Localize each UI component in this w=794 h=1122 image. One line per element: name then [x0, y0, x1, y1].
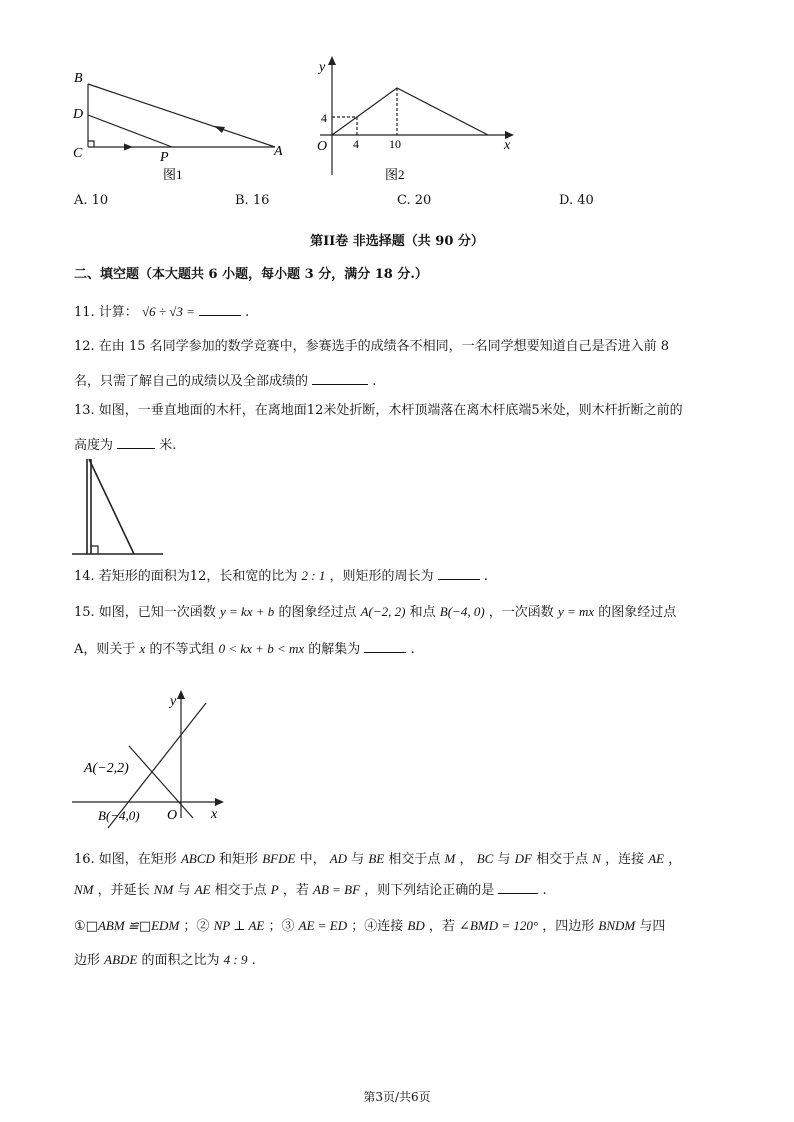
part2-heading: 二、填空题（本大题共 6 小题，每小题 3 分，满分 18 分.）	[74, 267, 428, 282]
question-14	[74, 566, 488, 586]
fig1-label-D: D	[73, 107, 84, 122]
q15-line2-a: A，则关于	[74, 642, 136, 657]
q11-expression: √6 ÷ √3 =	[141, 304, 195, 319]
fig1-label-C: C	[73, 146, 83, 161]
q16-seg-ae-2: AE	[194, 882, 211, 897]
q16-text-h: 相交于点	[536, 852, 589, 867]
q16-seg-bc: BC	[476, 851, 494, 866]
q16-l3-angle: ∠BMD = 120°	[459, 918, 539, 933]
question-16-line-1	[74, 850, 681, 869]
q15-text-d: ，一次函数	[488, 605, 554, 620]
q13-line-1: 13. 如图，一垂直地面的木杆，在离地面12米处折断，木杆顶端落在离木杆底端5米处，则木杆折断之前的	[74, 403, 683, 418]
fig2-label-10: 10	[389, 137, 401, 151]
q16-text-i: ，连接	[605, 852, 645, 867]
q16-text-d: 与	[351, 852, 365, 867]
question-16-line-3	[74, 917, 665, 936]
fig1-label-P: P	[160, 150, 169, 165]
fig1-arrow-AB	[214, 126, 225, 133]
q13-answer-blank[interactable]	[117, 435, 155, 449]
figure-1	[60, 60, 300, 185]
q16-text-a: 16. 如图，在矩形	[74, 852, 177, 867]
q15-point-a: A(−2, 2)	[360, 604, 406, 619]
q16-text-b: 和矩形	[219, 852, 259, 867]
q11-answer-blank[interactable]	[199, 302, 241, 316]
q16-l3-edm: EDM	[151, 918, 180, 933]
q16-rect-2: BFDE	[262, 851, 296, 866]
q12-line-2-text: 名，只需了解自己的成绩以及全部成绩的	[74, 374, 309, 389]
q15-function-2: y = mx	[557, 604, 595, 619]
fig15-label-A: A(−2,2)	[84, 761, 129, 776]
q16-l3-6: ，四边形	[542, 919, 595, 934]
figure-13	[68, 455, 168, 560]
q15-text-a: 15. 如图，已知一次函数	[74, 605, 216, 620]
q16-l3-eq: AE = ED	[298, 918, 348, 933]
fig15-label-y: y	[170, 694, 177, 709]
q16-seg-nm: NM	[74, 882, 94, 897]
fig13-fallen-part	[89, 459, 134, 554]
q15-end: .	[410, 642, 415, 657]
q16-l4-b: 的面积之比为	[141, 953, 220, 968]
q14-text-b: ，则矩形的周长为	[329, 569, 434, 584]
fig2-label-x: x	[504, 138, 511, 153]
fig1-label-B: B	[74, 71, 83, 86]
q16-l2-text-b: 与	[177, 883, 191, 898]
q12-end: .	[372, 374, 377, 389]
question-16-line-2	[74, 880, 547, 900]
q16-seg-nm-2: NM	[153, 882, 174, 897]
q16-l3-4: ；④连接	[351, 919, 404, 934]
q16-rect-1: ABCD	[180, 851, 215, 866]
fig1-edge-AB	[88, 84, 275, 147]
fig13-right-angle-mark	[91, 546, 98, 554]
fig2-label-4x: 4	[353, 137, 359, 151]
question-15-line-2	[74, 639, 415, 659]
q16-l2-text-e: ，则下列结论正确的是	[364, 883, 495, 898]
q10-option-c: C. 20	[397, 193, 432, 208]
q14-text-a: 14. 若矩形的面积为12，长和宽的比为	[74, 569, 298, 584]
q16-text-c: 中，	[299, 852, 326, 867]
q14-ratio: 2 : 1	[301, 568, 326, 583]
q10-option-a: A. 10	[74, 193, 109, 208]
q16-l2-text-a: ，并延长	[97, 883, 150, 898]
q16-l2-end: .	[542, 883, 547, 898]
q13-line-2-b: 米.	[159, 438, 177, 453]
q16-l3-2: ；②	[183, 919, 210, 934]
q16-seg-be: BE	[368, 851, 385, 866]
q13-line-2-a: 高度为	[74, 438, 114, 453]
q15-x-var: x	[139, 641, 146, 656]
fig2-label-y: y	[319, 60, 326, 75]
q16-text-j: ，	[668, 852, 682, 867]
q16-l4-end: .	[251, 953, 256, 968]
fig15-y-arrow	[177, 690, 185, 699]
question-12-line-2	[74, 371, 376, 391]
figure-15	[68, 688, 238, 833]
fig2-label-O: O	[317, 139, 328, 154]
q16-point-p: P	[270, 882, 279, 897]
fig1-label-A: A	[274, 144, 283, 159]
fig15-x-arrow	[215, 798, 224, 806]
q16-l2-text-d: ，若	[282, 883, 309, 898]
q16-text-e: 相交于点	[388, 852, 441, 867]
q16-l4-ratio: 4 : 9	[223, 952, 248, 967]
q15-text-b: 的图象经过点	[278, 605, 357, 620]
q15-inequality: 0 < kx + b < mx	[218, 641, 305, 656]
q16-l3-5: ，若	[428, 919, 455, 934]
q16-l3-box-1: □	[85, 919, 98, 934]
fig2-graph-line	[332, 88, 488, 135]
q16-l3-7: 与四	[639, 919, 666, 934]
q16-l3-perp: NP ⊥ AE	[213, 918, 265, 933]
q16-l2-text-c: 相交于点	[214, 883, 267, 898]
fig1-right-angle-mark	[88, 141, 94, 147]
section-title: 第II卷 非选择题（共 90 分）	[310, 234, 484, 249]
question-16-line-4	[74, 951, 256, 970]
q15-text-e: 的图象经过点	[598, 605, 677, 620]
q15-text-c: 和点	[409, 605, 436, 620]
q16-l3-3: ；③	[268, 919, 295, 934]
q16-l3-abm: ABM ≌	[97, 918, 139, 933]
q15-line2-b: 的不等式组	[149, 642, 215, 657]
q16-seg-ae: AE	[648, 851, 665, 866]
q16-l3-bndm: BNDM	[598, 918, 636, 933]
figure-2	[310, 55, 525, 185]
q16-l3-1: ①	[74, 919, 86, 934]
q11-end: .	[245, 305, 250, 320]
q16-l3-bd: BD	[407, 918, 425, 933]
q14-end: .	[483, 569, 488, 584]
question-15-line-1	[74, 603, 676, 622]
fig15-label-x: x	[211, 807, 218, 822]
fig15-label-O: O	[167, 808, 178, 823]
q16-answer-blank[interactable]	[498, 880, 538, 894]
q15-answer-blank[interactable]	[364, 639, 406, 653]
fig1-segment-DP	[88, 115, 172, 147]
q16-condition: AB = BF	[313, 882, 361, 897]
q16-seg-df: DF	[514, 851, 532, 866]
q14-answer-blank[interactable]	[438, 566, 480, 580]
q16-seg-ad: AD	[329, 851, 348, 866]
fig1-arrow-CA	[124, 144, 133, 151]
q11-prefix: 11. 计算：	[74, 305, 138, 320]
q16-l4-a: 边形	[74, 953, 101, 968]
q15-function-1: y = kx + b	[219, 604, 275, 619]
q10-option-d: D. 40	[559, 193, 594, 208]
page-footer: 第3页/共6页	[363, 1090, 431, 1104]
q15-point-b: B(−4, 0)	[439, 604, 485, 619]
q12-answer-blank[interactable]	[312, 371, 368, 385]
fig1-caption: 图1	[163, 167, 183, 182]
fig15-label-B: B(−4,0)	[98, 808, 140, 823]
fig2-y-arrow	[328, 56, 336, 65]
fig2-label-4y: 4	[321, 111, 327, 125]
q16-point-m: M	[444, 851, 456, 866]
q12-line-1: 12. 在由 15 名同学参加的数学竞赛中，参赛选手的成绩各不相同，一名同学想要知道自己是否进入前 8	[74, 339, 670, 354]
q16-text-g: 与	[497, 852, 511, 867]
question-13-line-2	[74, 435, 176, 455]
q10-option-b: B. 16	[235, 193, 270, 208]
fig2-caption: 图2	[385, 167, 405, 182]
q16-point-n: N	[592, 851, 601, 866]
q16-l3-box-2: □	[138, 919, 152, 934]
q15-line2-c: 的解集为	[308, 642, 361, 657]
question-11	[74, 302, 249, 322]
q16-l4-abde: ABDE	[104, 952, 138, 967]
q16-text-f: ，	[459, 852, 473, 867]
